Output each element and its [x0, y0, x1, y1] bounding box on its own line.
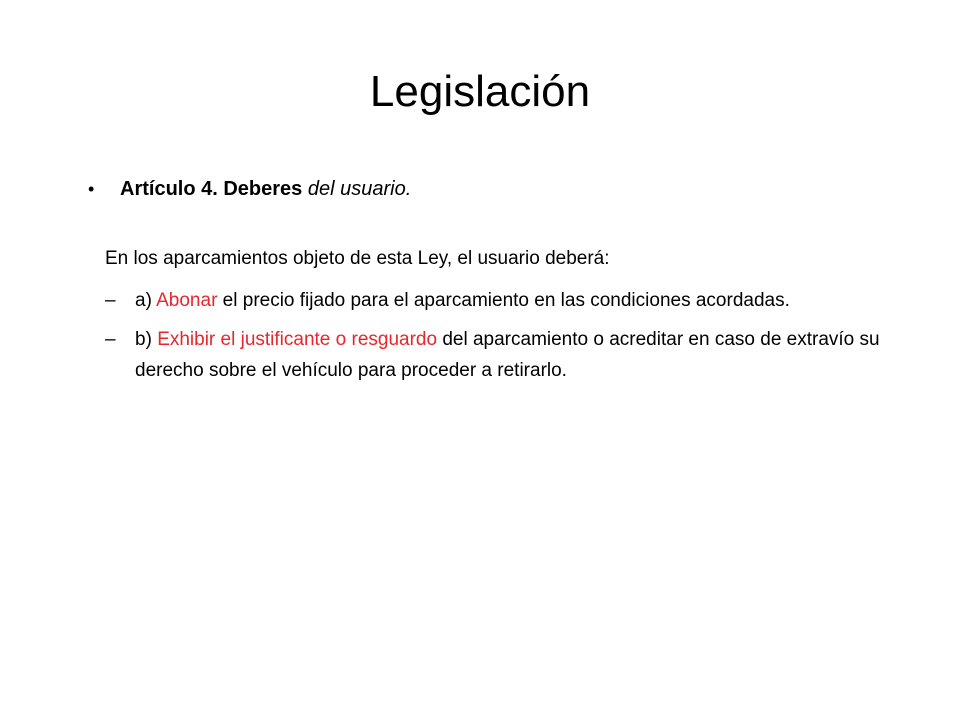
dash-marker: –	[105, 290, 116, 311]
duty-highlight: Abonar	[156, 290, 218, 311]
bullet-item	[88, 174, 888, 204]
duty-text: del aparcamiento o acreditar en caso de extravío su derecho sobre el vehículo para proceder a retirarlo.	[135, 329, 880, 381]
slide-body	[88, 174, 888, 392]
duty-prefix: a)	[135, 290, 157, 311]
slide-title: Legislación	[369, 67, 591, 116]
duty-prefix: b)	[135, 329, 158, 350]
dash-marker: –	[105, 329, 116, 350]
duties-list	[88, 284, 888, 386]
article-heading: Artículo 4. Deberes	[120, 178, 303, 200]
bullet-marker: •	[88, 179, 95, 199]
duty-item-a	[105, 284, 888, 318]
article-heading-subject: del usuario.	[302, 178, 412, 200]
duty-item-b	[105, 324, 888, 386]
duty-highlight: Exhibir el justificante o resguardo	[157, 329, 438, 350]
intro-text: En los aparcamientos objeto de esta Ley, el usuario deberá:	[105, 248, 610, 269]
duty-text: el precio fijado para el aparcamiento en las condiciones acordadas.	[217, 290, 790, 311]
